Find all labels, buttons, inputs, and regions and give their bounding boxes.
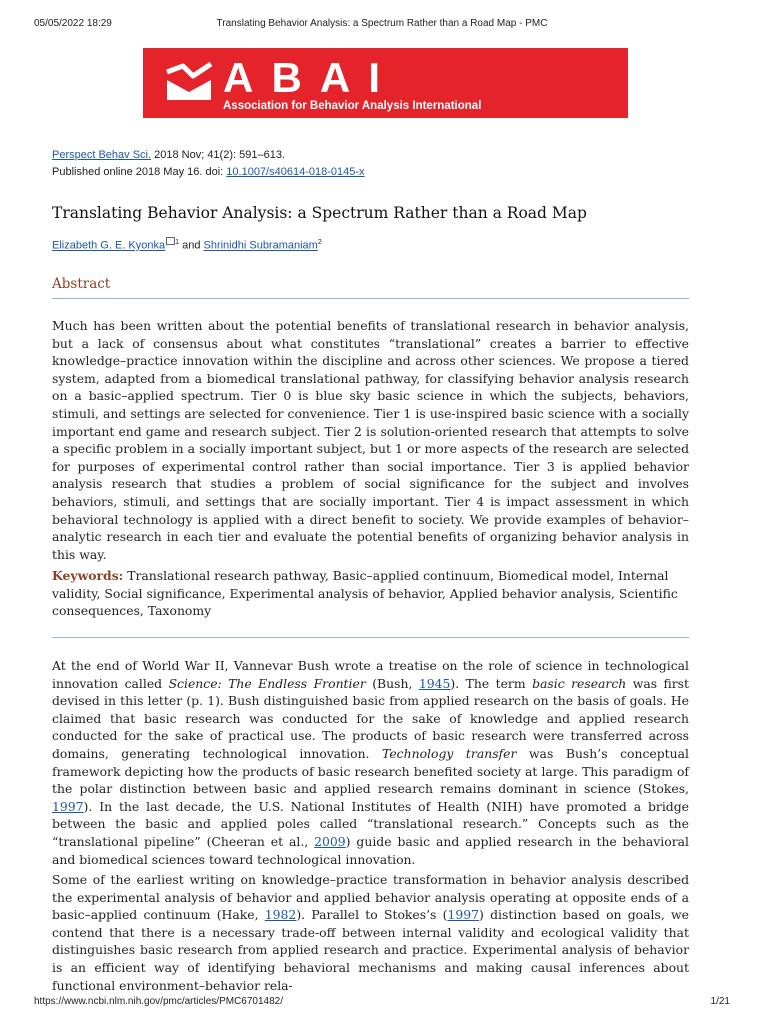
keywords-list: Translational research pathway, Basic–applied continuum, Biomedical model, Internal validity, Social significance, Experimental analysis of behavior, Applied behavior analysis, Scientific consequences, Taxonomy — [52, 568, 678, 619]
author2-affiliation: 2 — [317, 239, 322, 246]
text-run: ). The term — [450, 675, 533, 691]
text-run: At the end of World War II, Vannevar Bush wrote a treatise on the role of science in technological innovation called — [52, 658, 689, 691]
author-conjunction: and — [179, 239, 204, 252]
author-link-kyonka[interactable]: Elizabeth G. E. Kyonka — [52, 239, 166, 252]
print-page-title: Translating Behavior Analysis: a Spectrum Rather than a Road Map - PMC — [216, 18, 548, 29]
text-run: ) guide basic and applied research in the behavioral and biomedical sciences toward technological innovation. — [52, 833, 689, 867]
text-run: ) distinction based on goals, we contend that there is a necessary trade-off between internal validity and ecological validity that distinguishes basic research from applied research and practice. Experimental analysis of behavior is an efficient way of identifying behavioral mechanisms and making causal inferences about functional environment–behavior rela- — [52, 907, 689, 993]
abai-logo[interactable] — [143, 48, 628, 118]
abstract-heading: Abstract — [52, 276, 111, 292]
text-run: ). Parallel to Stokes’s ( — [296, 907, 448, 923]
italic-run: basic research — [532, 675, 627, 691]
doi-link[interactable]: 10.1007/s40614-018-0145-x — [226, 166, 365, 178]
citation-line-1 — [52, 147, 365, 164]
logo-letters: A B A I — [223, 54, 384, 101]
keywords — [52, 567, 689, 620]
citation — [52, 147, 365, 181]
text-run: Some of the earliest writing on knowledge–practice transformation in behavior analysis described the experimental analysis of behavior and applied behavior analysis operating at opposite ends of a basic–applied continuum (Hake, — [52, 872, 689, 923]
reference-link[interactable]: 2009 — [314, 833, 346, 849]
print-date: 05/05/2022 18:29 — [34, 18, 112, 29]
page-number: 1/21 — [710, 996, 730, 1007]
keywords-label: Keywords: — [52, 568, 124, 583]
citation-line-2 — [52, 164, 365, 181]
print-header — [34, 18, 730, 32]
text-run: was Bush’s conceptual framework depicting how the products of basic research benefited society at large. This paradigm of the polar distinction between basic and applied research remains dominant in science (Stokes, — [52, 745, 689, 797]
chart-envelope-icon — [163, 60, 215, 102]
reference-link[interactable]: 1945 — [418, 675, 451, 691]
page-url: https://www.ncbi.nlm.nih.gov/pmc/articles/PMC6701482/ — [34, 996, 283, 1007]
text-run: (Bush, — [365, 675, 419, 691]
author-list — [52, 235, 322, 254]
article-title: Translating Behavior Analysis: a Spectrum Rather than a Road Map — [52, 204, 587, 222]
logo-subtitle: Association for Behavior Analysis International — [223, 100, 482, 112]
italic-run: Science: The Endless Frontier — [168, 675, 366, 691]
italic-run: Technology transfer — [382, 745, 517, 761]
published-text: Published online 2018 May 16. doi: — [52, 166, 227, 178]
author-link-subramaniam[interactable]: Shrinidhi Subramaniam — [203, 239, 318, 252]
journal-link[interactable]: Perspect Behav Sci. — [52, 149, 152, 161]
reference-link[interactable]: 1997 — [52, 798, 84, 814]
text-run: was first devised in this letter (p. 1). Bush distinguished basic from applied research on the basis of goals. He claimed that basic research was conducted for the sake of knowledge and applied research conducted for the sake of practical use. The products of basic research were transferred across domains, generating technological innovation. — [52, 675, 690, 761]
body-divider — [52, 637, 689, 638]
reference-link[interactable]: 1982 — [264, 907, 297, 923]
envelope-icon[interactable] — [166, 237, 175, 245]
abstract-text: Much has been written about the potential benefits of translational research in behavior analysis, but a lack of consensus about what constitutes “translational” creates a barrier to effective knowledge–practice innovation within the discipline and across other sciences. We propose a tiered system, adapted from a biomedical translational pathway, for classifying behavior analysis research on a basic–applied spectrum. Tier 0 is blue sky basic science in which the subjects, behaviors, stimuli, and settings are selected for convenience. Tier 1 is use-inspired basic science with a socially important end game and research subject. Tier 2 is solution-oriented research that attempts to solve a specific problem in a socially important subject, but 1 or more aspects of the research are selected for purposes of experimental control rather than social importance. Tier 3 is applied behavior analysis research that studies a problem of social significance for the subject and involves behaviors, stimuli, and settings that are socially important. Tier 4 is impact assessment in which behavioral technology is applied with a direct benefit to society. We provide examples of behavior–analytic research in each tier and evaluate the potential benefits of organizing behavior analysis in this way. — [52, 318, 689, 562]
body-paragraph-1 — [52, 657, 689, 868]
abstract-divider — [52, 298, 689, 299]
citation-details: 2018 Nov; 41(2): 591–613. — [151, 149, 285, 161]
body-paragraph-2 — [52, 871, 689, 994]
author1-affiliation: 1 — [175, 239, 180, 246]
reference-link[interactable]: 1997 — [447, 907, 480, 923]
print-footer — [34, 996, 730, 1010]
text-run: ). In the last decade, the U.S. National Institutes of Health (NIH) have promoted a bridge between the basic and applied poles called “translational research.” Concepts such as the “translational pipeline” (Cheeran et al., — [52, 798, 689, 849]
